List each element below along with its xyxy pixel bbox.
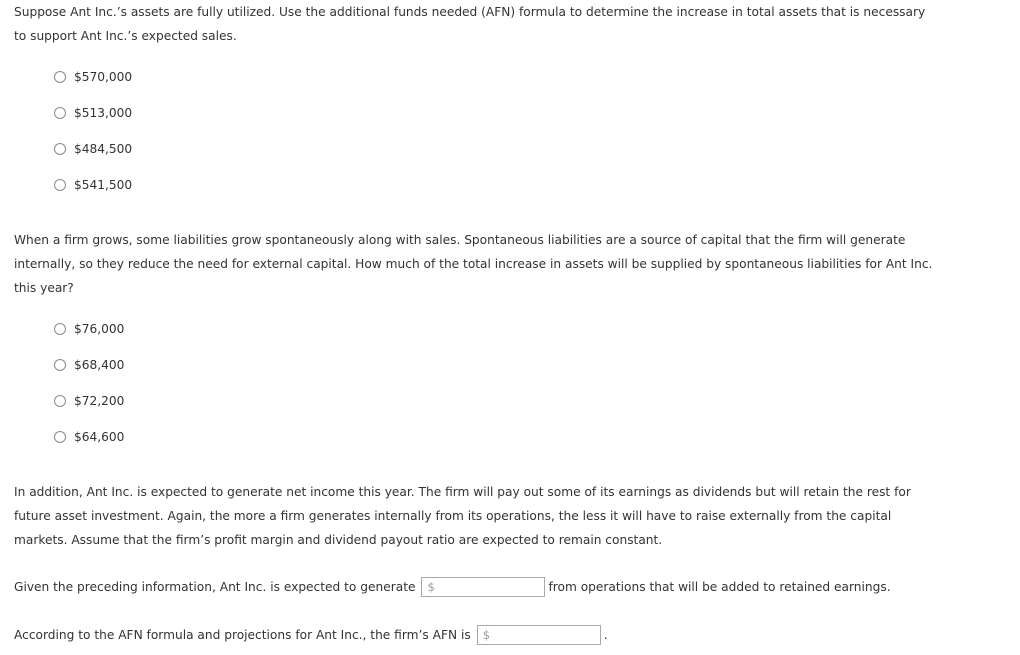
q1-option-3[interactable] xyxy=(54,140,132,158)
radio-button[interactable] xyxy=(54,359,66,371)
retained-earnings-field[interactable] xyxy=(421,577,545,597)
radio-button[interactable] xyxy=(54,431,66,443)
radio-button[interactable] xyxy=(54,143,66,155)
radio-button[interactable] xyxy=(54,107,66,119)
option-label: $541,500 xyxy=(74,178,133,192)
option-label: $68,400 xyxy=(74,358,125,372)
radio-button[interactable] xyxy=(54,323,66,335)
afn-suffix: . xyxy=(603,628,608,642)
radio-button[interactable] xyxy=(54,179,66,191)
afn-input[interactable] xyxy=(490,627,600,643)
q2-option-3[interactable] xyxy=(54,392,124,410)
q1-option-2[interactable] xyxy=(54,104,132,122)
q2-option-4[interactable] xyxy=(54,428,124,446)
option-label: $513,000 xyxy=(74,106,133,120)
q2-option-1[interactable] xyxy=(54,320,124,338)
retained-earnings-suffix: from operations that will be added to retained earnings. xyxy=(548,580,891,594)
question-2-text: When a firm grows, some liabilities grow spontaneously along with sales. Spontaneous liabilities are a source of capital that the firm will generate internally, so they reduce the need for external capital. How much of the total increase in assets will be supplied by spontaneous liabilities for Ant Inc. this year? xyxy=(14,233,933,295)
option-label: $76,000 xyxy=(74,322,125,336)
currency-symbol: $ xyxy=(482,628,491,642)
retained-earnings-input[interactable] xyxy=(435,579,545,595)
afn-row xyxy=(14,624,608,646)
currency-symbol: $ xyxy=(427,580,435,594)
question-3-text: In addition, Ant Inc. is expected to generate net income this year. The firm will pay out some of its earnings as dividends but will retain the rest for future asset investment. Again, the more a firm generates internally from its operations, the less it will have to raise externally from the capital markets. Assume that the firm’s profit margin and dividend payout ratio are expected to remain constant. xyxy=(14,485,911,547)
option-label: $570,000 xyxy=(74,70,133,84)
q1-option-4[interactable] xyxy=(54,176,132,194)
radio-button[interactable] xyxy=(54,395,66,407)
afn-field[interactable] xyxy=(477,625,601,645)
retained-earnings-prefix: Given the preceding information, Ant Inc. is expected to generate xyxy=(14,580,416,594)
option-label: $484,500 xyxy=(74,142,133,156)
question-1-text: Suppose Ant Inc.’s assets are fully utilized. Use the additional funds needed (AFN) formula to determine the increase in total assets that is necessary to support Ant Inc.’s expected sales. xyxy=(14,5,926,43)
afn-prefix: According to the AFN formula and projections for Ant Inc., the firm’s AFN is xyxy=(14,628,471,642)
q2-option-2[interactable] xyxy=(54,356,124,374)
q1-option-1[interactable] xyxy=(54,68,132,86)
option-label: $72,200 xyxy=(74,394,125,408)
option-label: $64,600 xyxy=(74,430,125,444)
retained-earnings-row xyxy=(14,576,891,598)
radio-button[interactable] xyxy=(54,71,66,83)
